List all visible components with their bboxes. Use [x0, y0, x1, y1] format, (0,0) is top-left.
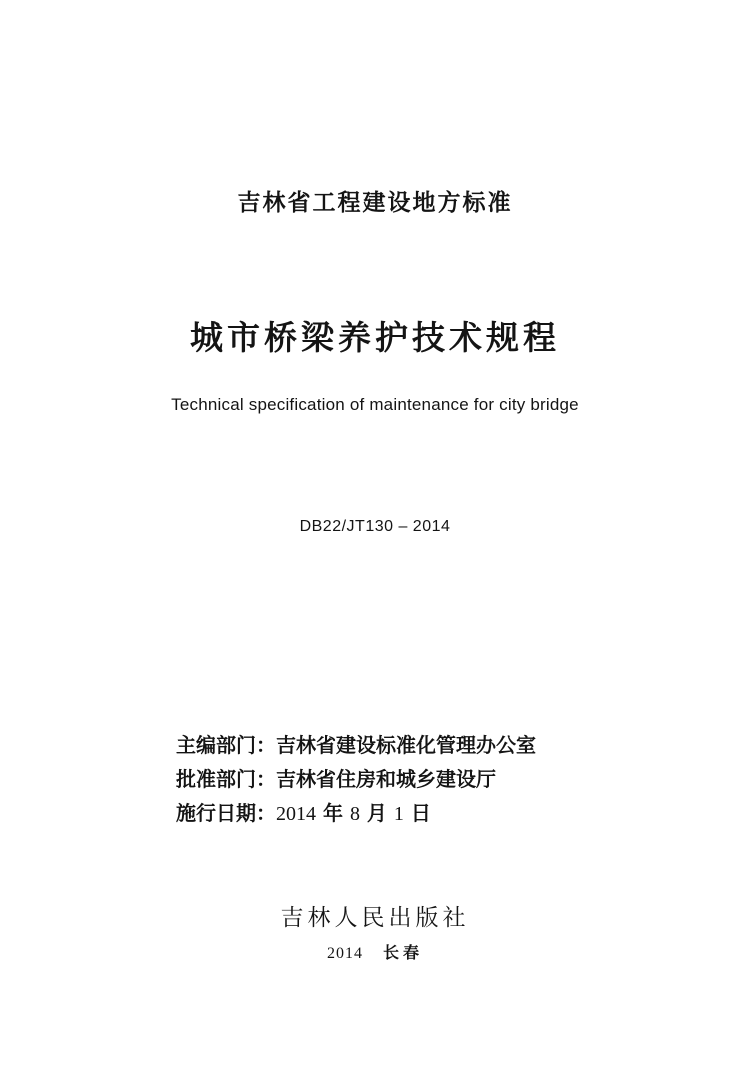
editor-department-row [176, 729, 696, 758]
editor-department-label: 主编部门： [176, 733, 276, 757]
publication-year: 2014 [326, 945, 363, 962]
publisher-name: 吉林人民出版社 [280, 905, 470, 931]
effective-month-unit: 月 [359, 801, 394, 825]
approver-department-label: 批准部门： [176, 767, 276, 791]
effective-date-row [176, 797, 696, 826]
approver-department-value: 吉林省住房和城乡建设厅 [276, 767, 496, 791]
effective-year: 2014 [276, 803, 316, 825]
document-title-english: Technical specification of maintenance for city bridge [171, 395, 579, 414]
effective-day: 1 [393, 803, 404, 825]
standard-series: 吉林省工程建设地方标准 [237, 190, 513, 216]
effective-day-unit: 日 [403, 801, 431, 825]
effective-month: 8 [349, 803, 360, 825]
effective-year-unit: 年 [316, 801, 350, 825]
editor-department-value: 吉林省建设标准化管理办公室 [276, 733, 536, 757]
standard-code: DB22/JT130 – 2014 [299, 518, 451, 535]
publication-city: 长春 [382, 943, 423, 962]
document-title: 城市桥梁养护技术规程 [190, 318, 560, 357]
approver-department-row [176, 763, 696, 792]
effective-date-label: 施行日期： [176, 801, 276, 825]
publication-line [0, 940, 750, 963]
